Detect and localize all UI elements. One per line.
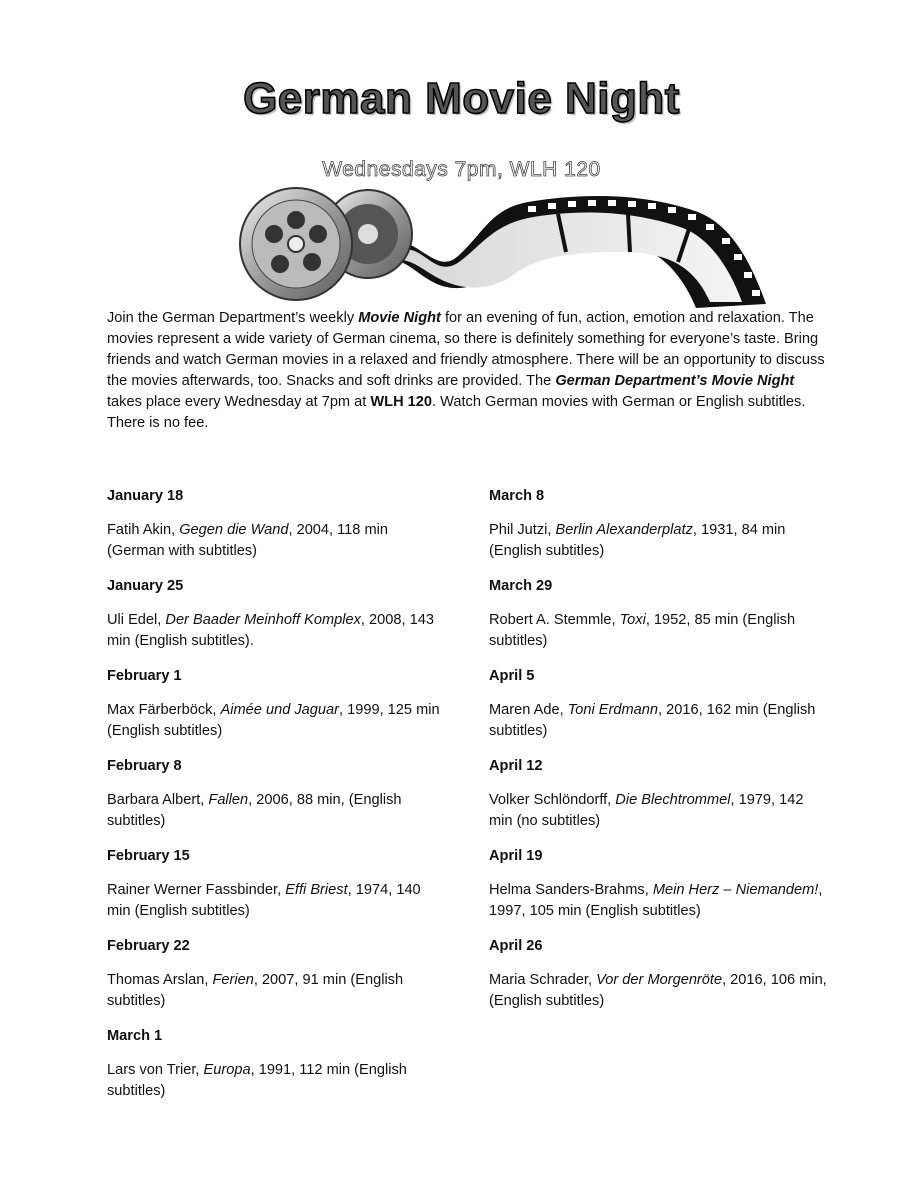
film-description bbox=[107, 1060, 447, 1102]
film-director: Helma Sanders-Brahms, bbox=[489, 882, 653, 898]
film-description bbox=[107, 790, 447, 832]
schedule-entry bbox=[489, 486, 829, 576]
film-title: Die Blechtrommel bbox=[615, 792, 731, 808]
film-description bbox=[489, 520, 829, 562]
page-title: German Movie Night bbox=[243, 74, 680, 123]
intro-text-2: for an evening of fun, action, emotion and relaxation. The movies represent a wide variety of German cinema, so there is definitely something for everyone’s taste. Bring friends and watch German movies in a relaxed and friendly atmosphere. There will be an opportunity to discuss the movies afterwards, too. Snacks and soft drinks are provided. The bbox=[107, 310, 825, 389]
film-description bbox=[107, 520, 447, 562]
schedule-entry bbox=[107, 1026, 447, 1116]
film-details: , 1974, 140 min (English subtitles) bbox=[107, 882, 421, 919]
screening-date: April 5 bbox=[489, 668, 535, 684]
schedule-entry bbox=[107, 576, 447, 666]
film-description bbox=[489, 790, 829, 832]
screening-date: February 22 bbox=[107, 938, 190, 954]
schedule-entry bbox=[107, 846, 447, 936]
film-details: , 2008, 143 min (English subtitles). bbox=[107, 612, 434, 649]
schedule-right-column bbox=[489, 486, 829, 1026]
intro-emphasis-department: German Department’s Movie Night bbox=[555, 373, 795, 389]
screening-date: January 18 bbox=[107, 488, 184, 504]
film-title: Effi Briest bbox=[285, 882, 348, 898]
film-title: Fallen bbox=[208, 792, 249, 808]
film-director: Barbara Albert, bbox=[107, 792, 209, 808]
film-details: , 1979, 142 min (no subtitles) bbox=[489, 792, 804, 829]
schedule-entry bbox=[489, 576, 829, 666]
screening-date: February 1 bbox=[107, 668, 182, 684]
film-director: Maria Schrader, bbox=[489, 972, 597, 988]
schedule-entry bbox=[107, 756, 447, 846]
film-details: , 1999, 125 min (English subtitles) bbox=[107, 702, 440, 739]
film-title: Gegen die Wand bbox=[179, 522, 289, 538]
screening-date: January 25 bbox=[107, 578, 184, 594]
film-director: Robert A. Stemmle, bbox=[489, 612, 620, 628]
intro-paragraph bbox=[107, 308, 827, 434]
film-details: , 2016, 162 min (English subtitles) bbox=[489, 702, 816, 739]
film-description bbox=[489, 880, 829, 922]
film-description bbox=[489, 610, 829, 652]
film-details: , 2006, 88 min, (English subtitles) bbox=[107, 792, 402, 829]
film-reel-icon bbox=[228, 184, 766, 308]
screening-date: February 8 bbox=[107, 758, 182, 774]
film-details: , 2007, 91 min (English subtitles) bbox=[107, 972, 404, 1009]
film-description bbox=[489, 700, 829, 742]
schedule-entry bbox=[107, 936, 447, 1026]
film-director: Phil Jutzi, bbox=[489, 522, 556, 538]
screening-date: April 12 bbox=[489, 758, 543, 774]
film-title: Vor der Morgenröte bbox=[596, 972, 723, 988]
screening-date: February 15 bbox=[107, 848, 190, 864]
film-director: Max Färberböck, bbox=[107, 702, 221, 718]
screening-date: March 1 bbox=[107, 1028, 163, 1044]
film-description bbox=[107, 700, 447, 742]
film-director: Lars von Trier, bbox=[107, 1062, 204, 1078]
screening-date: April 26 bbox=[489, 938, 543, 954]
page-subtitle: Wednesdays 7pm, WLH 120 bbox=[322, 158, 601, 181]
film-title: Europa bbox=[203, 1062, 251, 1078]
intro-emphasis-room: WLH 120 bbox=[370, 394, 433, 410]
film-title: Aimée und Jaguar bbox=[220, 702, 339, 718]
intro-text-3: takes place every Wednesday at 7pm at bbox=[107, 394, 371, 410]
intro-text-4: . Watch German movies with German or English subtitles. There is no fee. bbox=[107, 394, 806, 431]
film-director: Maren Ade, bbox=[489, 702, 568, 718]
schedule-entry bbox=[489, 846, 829, 936]
film-details: , 1997, 105 min (English subtitles) bbox=[489, 882, 823, 919]
film-details: , 1952, 85 min (English subtitles) bbox=[489, 612, 796, 649]
schedule-entry bbox=[489, 666, 829, 756]
schedule-entry bbox=[489, 936, 829, 1026]
film-details: , 1931, 84 min (English subtitles) bbox=[489, 522, 786, 559]
film-title: Der Baader Meinhoff Komplex bbox=[165, 612, 361, 628]
schedule-left-column bbox=[107, 486, 447, 1116]
film-title: Berlin Alexanderplatz bbox=[555, 522, 693, 538]
film-description bbox=[107, 970, 447, 1012]
film-title: Toni Erdmann bbox=[567, 702, 659, 718]
schedule-entry bbox=[107, 486, 447, 576]
screening-date: April 19 bbox=[489, 848, 543, 864]
film-title: Toxi bbox=[619, 612, 646, 628]
intro-emphasis-movie-night: Movie Night bbox=[358, 310, 441, 326]
film-director: Volker Schlöndorff, bbox=[489, 792, 616, 808]
schedule-entry bbox=[489, 756, 829, 846]
film-director: Uli Edel, bbox=[107, 612, 166, 628]
schedule-entry bbox=[107, 666, 447, 756]
film-details: , 2016, 106 min, (English subtitles) bbox=[489, 972, 827, 1009]
film-details: , 1991, 112 min (English subtitles) bbox=[107, 1062, 407, 1099]
film-details: , 2004, 118 min (German with subtitles) bbox=[107, 522, 388, 559]
screening-date: March 29 bbox=[489, 578, 553, 594]
intro-text-1: Join the German Department’s weekly bbox=[107, 310, 359, 326]
film-title: Ferien bbox=[212, 972, 254, 988]
film-director: Rainer Werner Fassbinder, bbox=[107, 882, 286, 898]
film-director: Fatih Akin, bbox=[107, 522, 180, 538]
film-title: Mein Herz – Niemandem! bbox=[652, 882, 819, 898]
screening-date: March 8 bbox=[489, 488, 545, 504]
film-description bbox=[489, 970, 829, 1012]
film-description bbox=[107, 880, 447, 922]
film-description bbox=[107, 610, 447, 652]
film-director: Thomas Arslan, bbox=[107, 972, 213, 988]
